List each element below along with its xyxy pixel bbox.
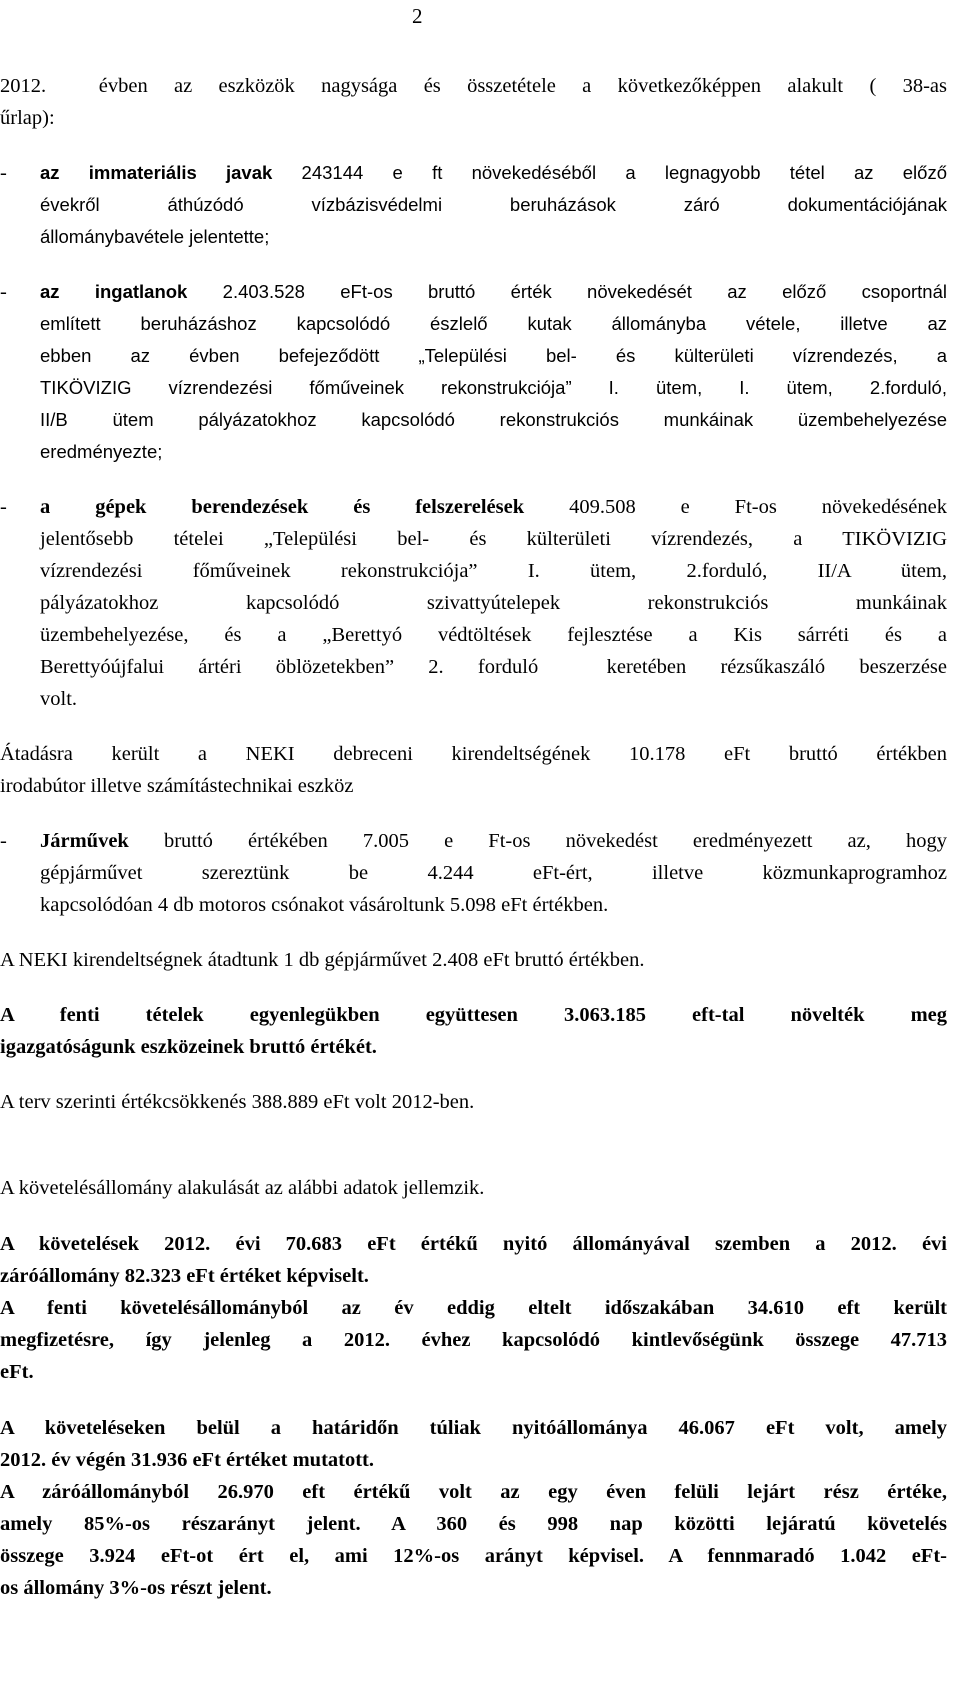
- item4-dash: -: [0, 830, 7, 852]
- item1-line-1: [40, 157, 947, 189]
- item4-line-1-rest: bruttó értékében 7.005 e Ft-os növekedést eredményezett az, hogy: [128, 830, 947, 852]
- item1-line-2: évekről áthúzódó vízbázisvédelmi beruházások záró dokumentációjának: [40, 194, 947, 215]
- item3-dash: -: [0, 496, 7, 518]
- closing-line-1: A záróállományból 26.970 eft értékű volt az egy éven felüli lejárt rész értéke,: [0, 1481, 947, 1503]
- receivables2-line-1: A fenti követelésállományból az év eddig eltelt időszakában 34.610 eft került: [0, 1297, 947, 1319]
- receivables1-line-2: záróállomány 82.323 eFt értéket képviselt.: [0, 1265, 369, 1287]
- handover-line-2: irodabútor illetve számítástechnikai eszköz: [0, 775, 354, 797]
- item2-line-3: ebben az évben befejeződött „Települési bel- és külterületi vízrendezés, a: [40, 345, 947, 366]
- receivables1-line-1: A követelések 2012. évi 70.683 eFt értékű nyitó állományával szemben a 2012. évi: [0, 1233, 947, 1255]
- item3-line-3: vízrendezési főműveinek rekonstrukciója” I. ütem, 2.forduló, II/A ütem,: [40, 560, 947, 582]
- overdue-line-1: A követeléseken belül a határidőn túliak nyitóállománya 46.067 eFt volt, amely: [0, 1417, 947, 1439]
- item4-line-3: kapcsolódóan 4 db motoros csónakot vásároltunk 5.098 eFt értékben.: [40, 894, 609, 916]
- handover-line-1: Átadásra került a NEKI debreceni kirendeltségének 10.178 eFt bruttó értékben: [0, 743, 947, 765]
- receivables2-line-2: megfizetésre, így jelenleg a 2012. évhez kapcsolódó kintlevőségünk összege 47.713: [0, 1329, 947, 1351]
- item3-line-5: üzembehelyezése, és a „Berettyó védtöltések fejlesztése a Kis sárréti és a: [40, 624, 947, 646]
- item3-line-1: [40, 491, 947, 523]
- item2-line-5: II/B ütem pályázatokhoz kapcsolódó rekonstrukciós munkáinak üzembehelyezése: [40, 409, 947, 430]
- item1-dash: -: [0, 162, 7, 184]
- item2-line-1: [40, 276, 947, 308]
- page-number: 2: [412, 4, 423, 28]
- neki-paragraph: A NEKI kirendeltségnek átadtunk 1 db gépjárművet 2.408 eFt bruttó értékben.: [0, 949, 645, 971]
- receivables2-line-3: eFt.: [0, 1361, 34, 1383]
- item2-line-2: említett beruházáshoz kapcsolódó észlelő kutak állományba vétele, illetve az: [40, 313, 947, 334]
- total-line-2: igazgatóságunk eszközeinek bruttó értékét.: [0, 1036, 377, 1058]
- item1-heading: az immateriális javak: [40, 162, 273, 183]
- item2-line-6: eredményezte;: [40, 441, 163, 462]
- item4-line-2: gépjárművet szereztünk be 4.244 eFt-ért, illetve közmunkaprogramhoz: [40, 862, 947, 884]
- closing-line-3: összege 3.924 eFt-ot ért el, ami 12%-os arányt képvisel. A fennmaradó 1.042 eFt-: [0, 1545, 947, 1567]
- item1-line-3: állománybavétele jelentette;: [40, 226, 270, 247]
- receivables-intro: A követelésállomány alakulását az alábbi adatok jellemzik.: [0, 1177, 485, 1199]
- total-line-1: A fenti tételek egyenlegükben együttesen 3.063.185 eft-tal növelték meg: [0, 1004, 947, 1026]
- closing-line-2: amely 85%-os részarányt jelent. A 360 és 998 nap közötti lejáratú követelés: [0, 1513, 947, 1535]
- item4-line-1: [40, 825, 947, 857]
- item1-line-1-rest: 243144 e ft növekedéséből a legnagyobb tétel az előző: [272, 162, 947, 183]
- item3-line-2: jelentősebb tételei „Települési bel- és külterületi vízrendezés, a TIKÖVIZIG: [40, 528, 947, 550]
- item2-heading: az ingatlanok: [40, 281, 188, 302]
- item3-line-4: pályázatokhoz kapcsolódó szivattyútelepek rekonstrukciós munkáinak: [40, 592, 947, 614]
- intro-line-2: űrlap):: [0, 107, 55, 129]
- item3-line-6: Berettyóújfalui ártéri öblözetekben” 2. forduló keretében rézsűkaszáló beszerzése: [40, 656, 947, 678]
- depreciation-paragraph: A terv szerinti értékcsökkenés 388.889 eFt volt 2012-ben.: [0, 1091, 475, 1113]
- item2-line-4: TIKÖVIZIG vízrendezési főműveinek rekonstrukciója” I. ütem, I. ütem, 2.forduló,: [40, 377, 947, 398]
- item4-heading: Járművek: [40, 830, 129, 852]
- overdue-line-2: 2012. év végén 31.936 eFt értéket mutatott.: [0, 1449, 375, 1471]
- item3-line-7: volt.: [40, 688, 78, 710]
- item3-heading: a gépek berendezések és felszerelések: [40, 496, 525, 518]
- intro-line-1: 2012. évben az eszközök nagysága és összetétele a következőképpen alakult ( 38-as: [0, 75, 947, 97]
- item2-line-1-rest: 2.403.528 eFt-os bruttó érték növekedését az előző csoportnál: [187, 281, 947, 302]
- item3-line-1-rest: 409.508 e Ft-os növekedésének: [524, 496, 947, 518]
- closing-line-4: os állomány 3%-os részt jelent.: [0, 1577, 272, 1599]
- item2-dash: -: [0, 281, 7, 303]
